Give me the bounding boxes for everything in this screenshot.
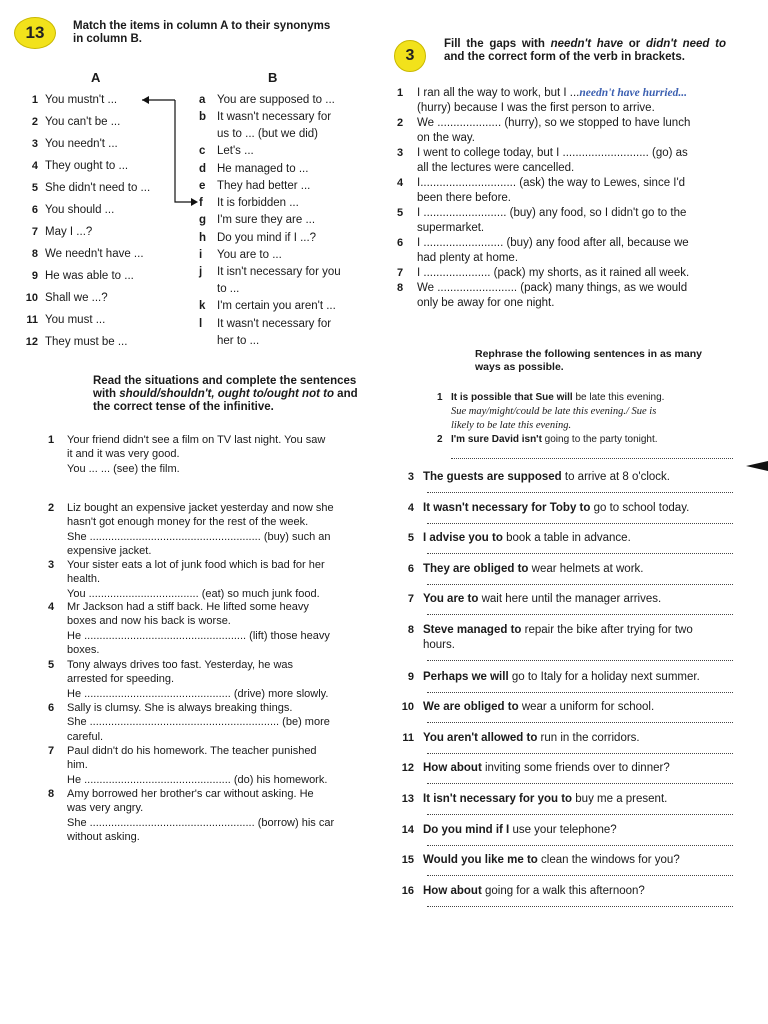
rephrase-example-1-number: 1 — [437, 392, 443, 403]
rephrase-rest: inviting some friends over to dinner? — [481, 762, 670, 775]
situation-line: She ...................................................... (borrow) his car — [67, 816, 335, 829]
column-b-item: us to ... (but we did) — [217, 128, 318, 140]
situation-line: expensive jacket. — [67, 545, 152, 558]
answer-line[interactable] — [427, 753, 733, 754]
situation-line: Tony always drives too fast. Yesterday, he was — [67, 659, 294, 671]
exercise-3-text: I.............................. (ask) the way to Lewes, since I'd — [417, 177, 686, 189]
exercise-3-text: We .................... (hurry), so we stopped to have lunch — [417, 117, 691, 129]
answer-line[interactable] — [427, 614, 733, 615]
rephrase-example-1: It is possible that Sue will be late this evening. — [451, 392, 665, 403]
exercise-13-instruction: Match the items in column A to their synonyms in column B. — [73, 20, 331, 45]
column-b-item: her to ... — [217, 335, 260, 347]
answer-line[interactable] — [427, 584, 733, 585]
rephrase-sentence — [423, 700, 654, 714]
exercise-3-number: 2 — [397, 117, 404, 129]
exercise-3-line — [417, 251, 518, 265]
rephrase-sentence — [423, 562, 643, 576]
answer-line[interactable] — [427, 875, 733, 876]
column-a-number: 4 — [31, 160, 38, 172]
column-a-number: 5 — [31, 182, 38, 194]
situation-line: Your sister eats a lot of junk food which is bad for her — [67, 559, 325, 571]
rephrase-sentence — [423, 823, 617, 837]
situations-instruction: Read the situations and complete the sentences with should/shouldn't, ought to/ought not to and the correct tense of the infinitive. — [93, 375, 358, 413]
situation-number: 7 — [48, 745, 55, 757]
column-b-letter: g — [199, 214, 207, 226]
situation-number: 4 — [48, 601, 55, 613]
exercise-3-line — [417, 206, 686, 220]
rephrase-rest: repair the bike after trying for two — [521, 624, 693, 636]
column-b-item: It isn't necessary for you — [217, 266, 341, 278]
exercise-3-number: 5 — [397, 207, 404, 219]
column-a-item: You needn't ... — [45, 138, 118, 150]
rephrase-keyword: It isn't necessary for you to — [423, 793, 573, 805]
column-a-number: 11 — [26, 314, 38, 326]
rephrase-sentence — [423, 470, 670, 484]
exercise-3-text: had plenty at home. — [417, 252, 519, 264]
rephrase-keyword: Steve managed to — [423, 624, 522, 636]
rephrase-number: 8 — [407, 624, 414, 636]
column-a-item: You should ... — [45, 204, 115, 216]
situation-line: was very angry. — [67, 802, 144, 815]
situation-number: 1 — [48, 434, 55, 446]
rephrase-instruction: Rephrase the following sentences in as many ways as possible. — [475, 348, 702, 373]
rephrase-sentence-wrap: hours. — [423, 639, 455, 651]
situation-line: Paul didn't do his homework. The teacher punished — [67, 745, 317, 757]
column-b-letter: b — [199, 111, 207, 123]
situation-line: She ........................................................ (buy) such an — [67, 530, 331, 543]
column-b-letter: h — [199, 232, 207, 244]
column-b-item: They had better ... — [217, 180, 311, 192]
exercise-3-line — [417, 161, 574, 175]
situation-line: He ..................................................... (lift) those heavy — [67, 629, 330, 642]
exercise-3-text: I ran all the way to work, but I ... — [417, 87, 580, 99]
exercise-3-line — [417, 236, 689, 250]
column-b-letter: k — [199, 300, 206, 312]
situation-number: 6 — [48, 702, 55, 714]
column-a-number: 9 — [31, 270, 38, 282]
column-b-item: You are supposed to ... — [217, 94, 335, 106]
situation-line: him. — [67, 759, 88, 772]
rephrase-keyword: It wasn't necessary for Toby to — [423, 501, 591, 514]
rephrase-sentence — [423, 761, 670, 775]
exercise-3-number: 4 — [397, 177, 404, 189]
rephrase-keyword: Would you like me to — [423, 854, 538, 867]
answer-line[interactable] — [427, 906, 733, 907]
column-b-item: I'm sure they are ... — [217, 214, 316, 226]
column-b-item: Let's ... — [217, 145, 254, 157]
situation-line: without asking. — [67, 831, 140, 844]
rephrase-number: 7 — [407, 593, 414, 606]
column-b-item: It wasn't necessary for — [217, 111, 332, 123]
column-a-number: 10 — [25, 292, 38, 304]
answer-line[interactable] — [427, 845, 733, 846]
rephrase-keyword: The guests are supposed — [423, 471, 562, 483]
rephrase-rest: wear a uniform for school. — [518, 701, 655, 714]
exercise-3-number: 3 — [397, 147, 404, 159]
rephrase-rest: to arrive at 8 o'clock. — [561, 471, 670, 483]
column-a-item: She didn't need to ... — [45, 182, 151, 194]
column-b-item: It wasn't necessary for — [217, 318, 332, 330]
rephrase-number: 12 — [401, 762, 414, 775]
exercise-3-text: been there before. — [417, 192, 511, 204]
column-b-letter: a — [199, 94, 206, 106]
situation-line: Sally is clumsy. She is always breaking things. — [67, 702, 293, 714]
exercise-3-line — [417, 101, 655, 115]
rephrase-rest: run in the corridors. — [537, 731, 640, 744]
exercise-3-text: We ......................... (pack) many things, as we would — [417, 282, 688, 294]
column-b-letter: e — [199, 180, 206, 192]
situation-line: Amy borrowed her brother's car without asking. He — [67, 788, 314, 800]
rephrase-sentence — [423, 853, 680, 867]
exercise-3-line — [417, 191, 511, 205]
column-a-number: 2 — [31, 116, 38, 128]
rephrase-sentence — [423, 623, 693, 637]
rephrase-number: 15 — [401, 854, 414, 867]
rephrase-example-2-number: 2 — [437, 434, 443, 445]
rephrase-keyword: Do you mind if I — [423, 823, 510, 836]
column-b-item: You are to ... — [217, 249, 282, 261]
rephrase-sentence — [423, 592, 661, 606]
column-b-item: to ... — [217, 283, 240, 295]
column-b-item: I'm certain you aren't ... — [217, 300, 336, 312]
rephrase-number: 11 — [402, 731, 414, 744]
rephrase-number: 4 — [407, 501, 414, 514]
rephrase-number: 5 — [407, 532, 414, 545]
rephrase-rest: use your telephone? — [509, 823, 617, 836]
rephrase-number: 9 — [407, 670, 414, 683]
exercise-13-badge: 13 — [14, 17, 56, 49]
column-a-item: They ought to ... — [45, 160, 129, 172]
rephrase-number: 10 — [401, 701, 414, 714]
column-a-item: You must ... — [45, 314, 106, 326]
exercise-3-line — [417, 296, 554, 310]
rephrase-number: 6 — [407, 562, 414, 575]
rephrase-example-2: I'm sure David isn't going to the party tonight. — [451, 434, 658, 445]
column-a-item: He was able to ... — [45, 270, 134, 282]
rephrase-rest: going for a walk this afternoon? — [481, 884, 645, 897]
rephrase-number: 3 — [407, 471, 414, 483]
exercise-3-number: 1 — [397, 87, 404, 99]
exercise-3-line — [417, 131, 475, 145]
column-a-number: 12 — [25, 336, 38, 348]
rephrase-sentence — [423, 501, 689, 515]
exercise-3-text: only be away for one night. — [417, 297, 555, 309]
page-edge-marker — [746, 461, 768, 471]
matching-arrow — [130, 90, 200, 210]
rephrase-keyword: I advise you to — [423, 532, 503, 545]
situation-line: He ................................................ (do) his homework. — [67, 773, 328, 786]
situation-number: 2 — [48, 502, 55, 514]
rephrase-sentence — [423, 731, 640, 745]
column-a-item: You can't be ... — [45, 116, 121, 128]
column-a-item: May I ...? — [45, 226, 93, 238]
column-a-item: We needn't have ... — [45, 248, 144, 260]
rephrase-keyword: You are to — [423, 593, 479, 606]
rephrase-keyword: How about — [423, 762, 482, 775]
exercise-3-line — [417, 266, 689, 280]
rephrase-number: 16 — [401, 884, 414, 897]
situation-line: He ................................................ (drive) more slowly. — [67, 687, 329, 700]
exercise-3-line — [417, 176, 685, 190]
rephrase-keyword: You aren't allowed to — [423, 731, 538, 744]
column-b-letter: j — [199, 266, 203, 278]
column-a-item: They must be ... — [45, 336, 128, 348]
column-b-item: Do you mind if I ...? — [217, 232, 317, 244]
rephrase-sentence — [423, 792, 667, 806]
exercise-3-text: I ..................... (pack) my shorts, as it rained all week. — [417, 267, 690, 279]
situation-number: 8 — [48, 788, 55, 800]
exercise-3-text: (hurry) because I was the first person to arrive. — [417, 102, 655, 114]
situation-line: it and it was very good. — [67, 448, 180, 461]
situation-number: 5 — [48, 659, 55, 671]
situation-line: Your friend didn't see a film on TV last night. You saw — [67, 434, 326, 446]
column-a-number: 3 — [31, 138, 38, 150]
situation-line: careful. — [67, 730, 104, 743]
situation-number: 3 — [48, 559, 55, 571]
column-b-letter: l — [199, 318, 203, 330]
answer-line[interactable] — [451, 458, 733, 459]
exercise-3-number: 7 — [397, 267, 404, 279]
column-a-item: You mustn't ... — [45, 94, 118, 106]
column-a-number: 8 — [31, 248, 38, 260]
column-b-item: It is forbidden ... — [217, 197, 299, 209]
exercise-3-number: 8 — [397, 282, 404, 294]
column-b-letter: i — [199, 249, 203, 261]
rephrase-number: 14 — [401, 823, 414, 836]
answer-line[interactable] — [427, 492, 733, 493]
rephrase-rest: go to Italy for a holiday next summer. — [508, 670, 700, 683]
situation-line: hasn't got enough money for the rest of the week. — [67, 516, 309, 529]
situation-line: Liz bought an expensive jacket yesterday and now she — [67, 502, 334, 514]
situation-line: She .............................................................. (be) more — [67, 716, 330, 729]
exercise-3-text: I ......................... (buy) any food after all, because we — [417, 237, 689, 249]
answer-line[interactable] — [427, 814, 733, 815]
exercise-3-line — [417, 146, 688, 160]
rephrase-sentence — [423, 531, 631, 545]
rephrase-rest: wait here until the manager arrives. — [478, 593, 662, 606]
column-b-item: He managed to ... — [217, 163, 309, 175]
handwritten-answer[interactable]: needn't have hurried... — [579, 87, 688, 99]
answer-line[interactable] — [427, 660, 733, 661]
exercise-3-text: all the lectures were cancelled. — [417, 162, 575, 174]
situation-line: You .................................... (eat) so much junk food. — [67, 587, 320, 600]
rephrase-keyword: How about — [423, 884, 482, 897]
rephrase-keyword: We are obliged to — [423, 701, 519, 714]
answer-line[interactable] — [427, 523, 733, 524]
exercise-3-number: 6 — [397, 237, 404, 249]
exercise-3-instruction: Fill the gaps with needn't have or didn't need to and the correct form of the verb in brackets. — [444, 38, 727, 63]
exercise-3-text: I .......................... (buy) any food, so I didn't go to the — [417, 207, 687, 219]
column-b-letter: f — [199, 197, 203, 209]
exercise-3-text: I went to college today, but I ........................... (go) as — [417, 147, 688, 159]
situation-line: Mr Jackson had a stiff back. He lifted some heavy — [67, 601, 309, 613]
exercise-3-line — [417, 86, 687, 100]
answer-line[interactable] — [427, 553, 733, 554]
exercise-3-text: supermarket. — [417, 222, 485, 234]
answer-line[interactable] — [427, 692, 733, 693]
rephrase-keyword: They are obliged to — [423, 562, 529, 575]
rephrase-example-1-answer-line-1: Sue may/might/could be late this evening./ Sue is — [451, 406, 657, 417]
rephrase-sentence — [423, 670, 700, 684]
column-a-number: 7 — [31, 226, 38, 238]
exercise-3-line — [417, 116, 690, 130]
column-b-heading: B — [268, 70, 278, 85]
rephrase-example-1-answer-line-2: likely to be late this evening. — [451, 420, 572, 431]
situation-line: boxes. — [67, 644, 100, 657]
column-b-letter: d — [199, 163, 207, 175]
answer-line[interactable] — [427, 722, 733, 723]
exercise-3-line — [417, 281, 687, 295]
exercise-3-text: on the way. — [417, 132, 475, 144]
situation-line: health. — [67, 573, 101, 586]
rephrase-rest: buy me a present. — [572, 793, 668, 805]
column-b-letter: c — [199, 145, 206, 157]
rephrase-rest: go to school today. — [590, 501, 690, 514]
rephrase-number: 13 — [401, 793, 414, 805]
column-a-number: 1 — [31, 94, 38, 106]
exercise-3-badge: 3 — [394, 40, 426, 72]
rephrase-sentence — [423, 884, 645, 898]
column-a-number: 6 — [31, 204, 38, 216]
exercise-3-line — [417, 221, 484, 235]
column-a-heading: A — [91, 70, 101, 85]
situation-line: boxes and now his back is worse. — [67, 615, 231, 628]
situation-line: You ... ... (see) the film. — [67, 462, 180, 475]
rephrase-rest: book a table in advance. — [502, 532, 631, 545]
rephrase-rest: wear helmets at work. — [528, 562, 644, 575]
answer-line[interactable] — [427, 783, 733, 784]
rephrase-rest: clean the windows for you? — [537, 854, 680, 867]
situation-line: arrested for speeding. — [67, 673, 175, 686]
rephrase-keyword: Perhaps we will — [423, 670, 509, 683]
column-a-item: Shall we ...? — [45, 292, 108, 304]
